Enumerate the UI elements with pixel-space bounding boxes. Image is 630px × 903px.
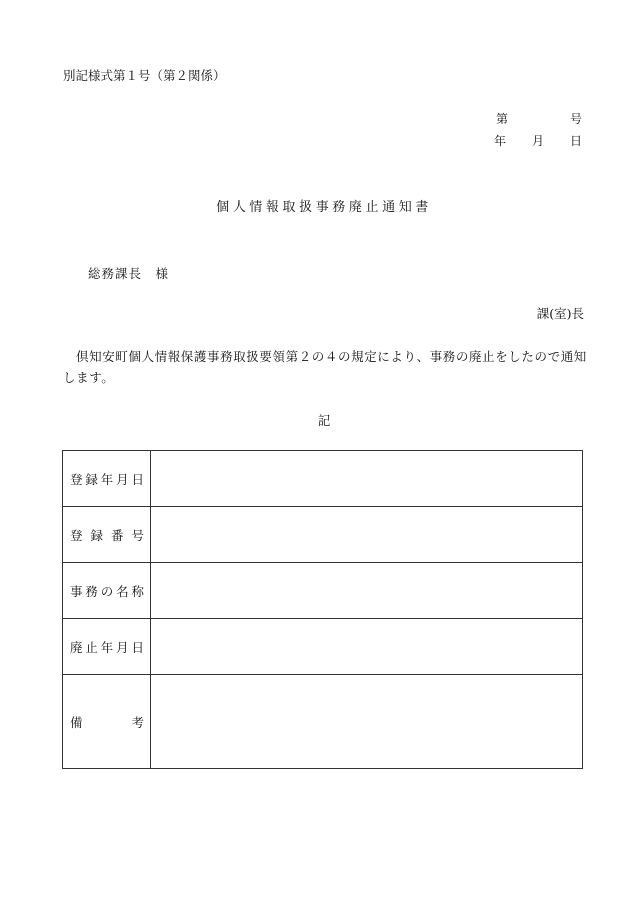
value-remarks[interactable]: [151, 675, 583, 769]
label-affair-name: 事 務 の 名 称: [63, 563, 151, 619]
date-day: 日: [569, 134, 582, 148]
body-text: 倶知安町個人情報保護事務取扱要領第２の４の規定により、事務の廃止をしたので通知します。: [63, 349, 587, 385]
addressee: 総務課長 様: [88, 266, 170, 281]
table-row: [63, 619, 583, 675]
value-affair-name[interactable]: [151, 563, 583, 619]
ki-heading: 記: [317, 413, 331, 428]
label-abolition-date: 廃 止 年 月 日: [63, 619, 151, 675]
document-title: 個人情報取扱事務廃止通知書: [216, 200, 432, 215]
table-row: [63, 507, 583, 563]
table-row: [63, 451, 583, 507]
sender: 課(室)長: [536, 306, 584, 321]
label-remarks: 備 考: [63, 675, 151, 769]
notification-table: [62, 450, 583, 769]
document-number-suffix: 号: [569, 112, 582, 126]
label-registration-number: 登 録 番 号: [63, 507, 151, 563]
value-abolition-date[interactable]: [151, 619, 583, 675]
date-month: 月: [531, 134, 544, 148]
value-registration-date[interactable]: [151, 451, 583, 507]
document-number: [496, 110, 582, 127]
date-year: 年: [493, 134, 506, 148]
label-registration-date: 登 録 年 月 日: [63, 451, 151, 507]
value-registration-number[interactable]: [151, 507, 583, 563]
document-date: [494, 132, 582, 149]
document-number-prefix: 第: [495, 112, 508, 126]
table-row: [63, 675, 583, 769]
table-row: [63, 563, 583, 619]
form-number: 別記様式第１号（第２関係）: [63, 68, 226, 83]
